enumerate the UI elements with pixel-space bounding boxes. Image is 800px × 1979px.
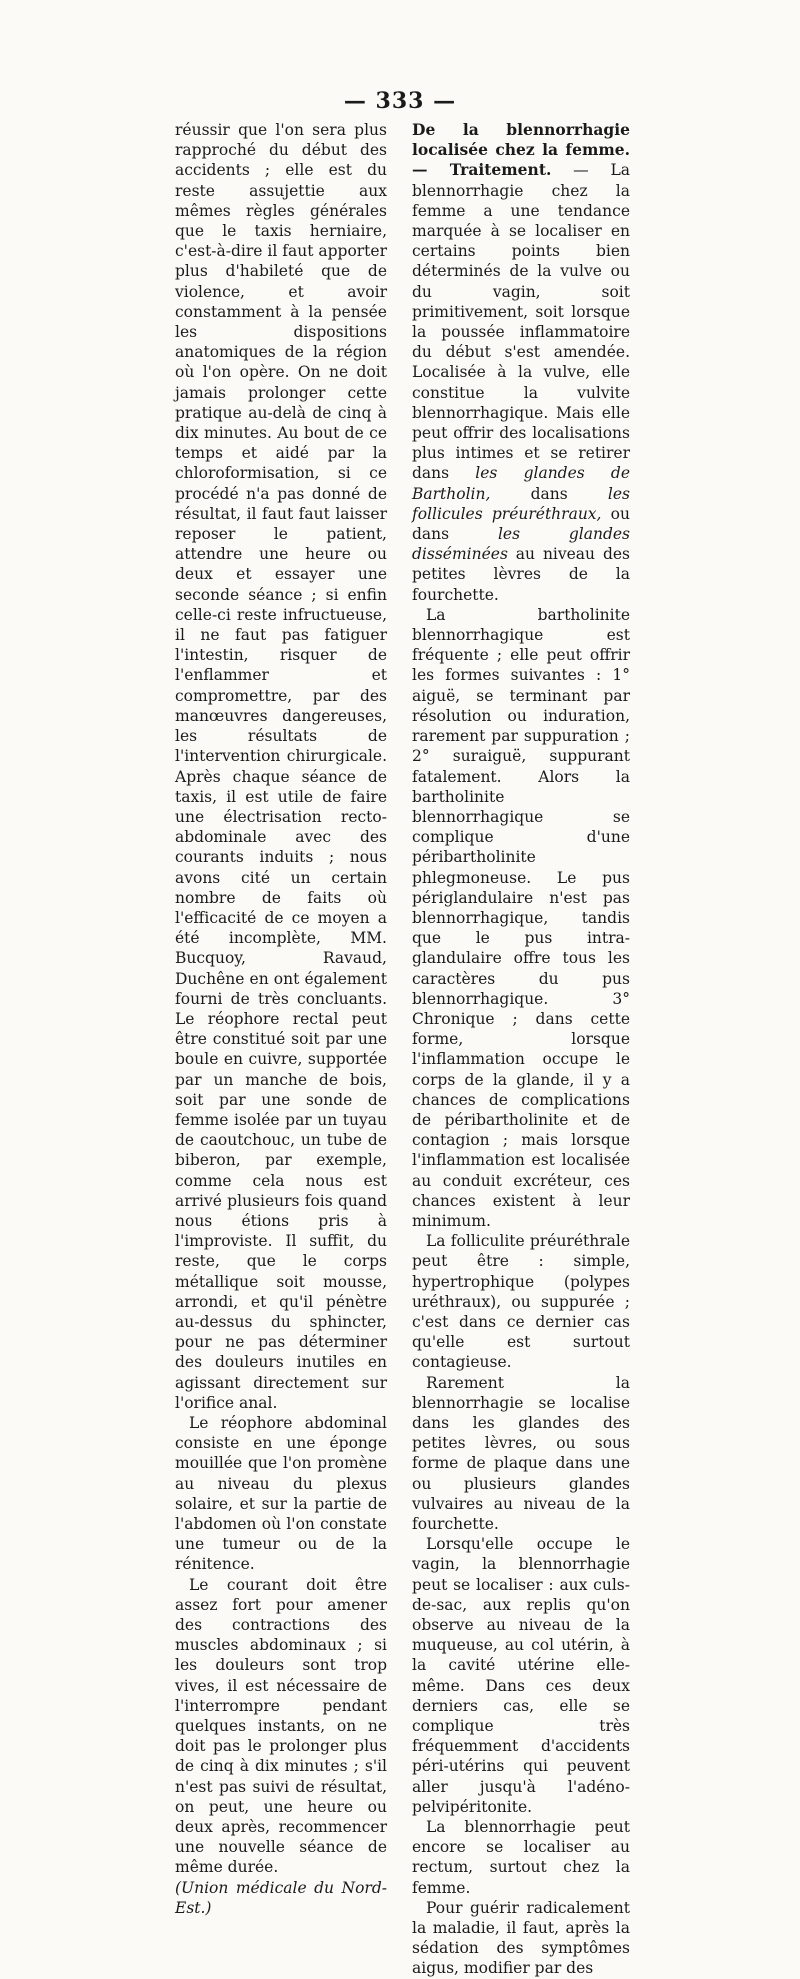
paragraph: Pour guérir radicalement la maladie, il faut, après la sédation des symptômes aigus, modifier par des: [412, 1898, 630, 1978]
paragraph: La bartholinite blennorrhagique est fréquente ; elle peut offrir les formes suivantes : 1° aiguë, se terminant par résolution ou induration, rarement par suppuration ; 2° suraiguë, suppurant fatalement. Alors la bartholinite blennorrhagique se complique d'une péribartholinite phlegmoneuse. Le pus périglandulaire n'est pas blennorrhagique, tandis que le pus intra-glandulaire offre tous les caractères du pus blennorrhagique. 3° Chronique ; dans cette forme, lorsque l'inflammation occupe le corps de la glande, il y a chances de complications de péribartholinite et de contagion ; mais lorsque l'inflammation est localisée au conduit excréteur, ces chances existent à leur minimum.: [412, 605, 630, 1230]
paragraph: Le réophore abdominal consiste en une éponge mouillée que l'on promène au niveau du plexus solaire, et sur la partie de l'abdomen où l'on constate une tumeur ou de la rénitence.: [175, 1414, 387, 1574]
paragraph: La blennorrhagie peut encore se localiser au rectum, surtout chez la femme.: [412, 1818, 630, 1897]
text-run: — La blennorrhagie chez la femme a une tendance marquée à se localiser en certains points bien déterminés de la vulve ou du vagin, soit primitivement, soit lorsque la poussée inflammatoire du début s'est amendée. Localisée à la vulve, elle constitue la vulvite blennorrhagique. Mais elle peut offrir des localisations plus intimes et se retirer dans: [412, 161, 630, 483]
text-run: au niveau des petites lèvres de la fourchette.: [412, 545, 630, 604]
italic-term: les follicules préuréthraux,: [412, 484, 630, 523]
left-column: [175, 120, 387, 1918]
paragraph: La folliculite préuréthrale peut être : simple, hypertrophique (polypes uréthraux), ou suppurée ; c'est dans ce dernier cas qu'elle est surtout contagieuse.: [412, 1232, 630, 1372]
page-number: — 333 —: [343, 88, 457, 114]
italic-term: les glandes disséminées: [412, 525, 630, 564]
paragraph: Lorsqu'elle occupe le vagin, la blennorrhagie peut se localiser : aux culs-de-sac, aux replis qu'on observe au niveau de la muqueuse, au col utérin, à la cavité utérine elle-même. Dans ces deux derniers cas, elle se complique très fréquemment d'accidents péri-utérins qui peuvent aller jusqu'à l'adéno-pelvipéritonite.: [412, 1535, 630, 1816]
italic-term: les glandes de Bartholin,: [412, 464, 631, 503]
text-run: ou dans: [412, 504, 630, 544]
paragraph: Rarement la blennorrhagie se localise dans les glandes des petites lèvres, ou sous forme de plaque dans une ou plusieurs glandes vulvaires au niveau de la fourchette.: [412, 1373, 630, 1534]
paragraph: réussir que l'on sera plus rapproché du début des accidents ; elle est du reste assujettie aux mêmes règles générales que le taxis herniaire, c'est-à-dire il faut apporter plus d'habileté que de violence, et avoir constamment à la pensée les dispositions anatomiques de la région où l'on opère. On ne doit jamais prolonger cette pratique au-delà de cinq à dix minutes. Au bout de ce temps et aidé par la chloroformisation, si ce procédé n'a pas donné de résultat, il faut faut laisser reposer le patient, attendre une heure ou deux et essayer une seconde séance ; si enfin celle-ci reste infructueuse, il ne faut pas fatiguer l'intestin, risquer de l'enflammer et compromettre, par des manœuvres dangereuses, les résultats de l'intervention chirurgicale. Après chaque séance de taxis, il est utile de faire une électrisation recto-abdominale avec des courants induits ; nous avons cité un certain nombre de faits où l'efficacité de ce moyen a été incomplète, MM. Bucquoy, Ravaud, Duchêne en ont également fourni de très concluants. Le réophore rectal peut être constitué soit par une boule en cuivre, supportée par un manche de bois, soit par une sonde de femme isolée par un tuyau de caoutchouc, un tube de biberon, par exemple, comme cela nous est arrivé plusieurs fois quand nous étions pris à l'improviste. Il suffit, du reste, que le corps métallique soit mousse, arrondi, et qu'il pénètre au-dessus du sphincter, pour ne pas déterminer des douleurs inutiles en agissant directement sur l'orifice anal.: [175, 121, 387, 1412]
paragraph: Le courant doit être assez fort pour amener des contractions des muscles abdominaux ; si les douleurs sont trop vives, il est nécessaire de l'interrompre pendant quelques instants, on ne doit pas le prolonger plus de cinq à dix minutes ; s'il n'est pas suivi de résultat, on peut, une heure ou deux après, recommencer une nouvelle séance de même durée.: [175, 1575, 387, 1877]
article-paragraph: [412, 120, 630, 605]
source-citation: (Union médicale du Nord-Est.): [175, 1878, 387, 1917]
right-column: [412, 120, 630, 1979]
text-run: dans: [490, 484, 608, 503]
article-heading: De la blennorrhagie localisée chez la femme. — Traitement.: [412, 120, 630, 180]
